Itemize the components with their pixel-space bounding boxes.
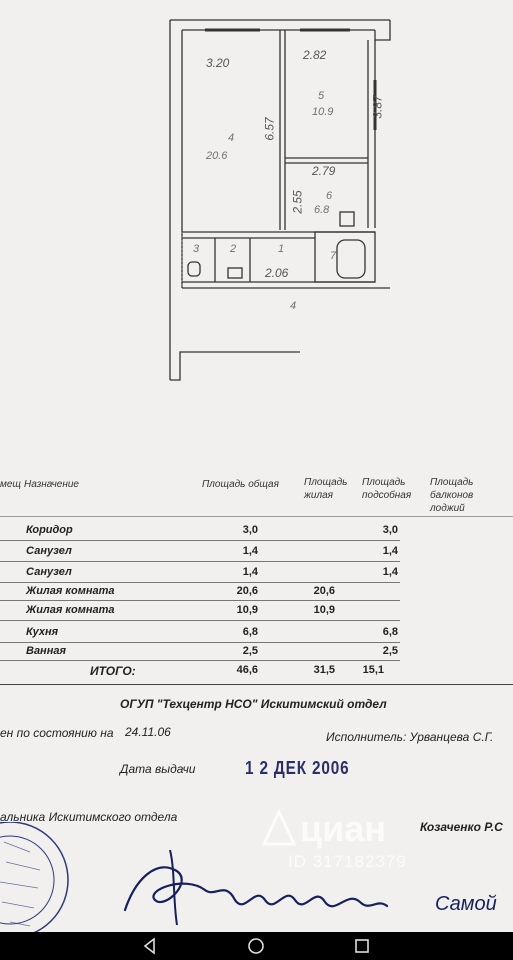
back-icon[interactable] bbox=[140, 936, 160, 956]
row-total: 20,6 bbox=[236, 585, 258, 597]
room4-number: 4 bbox=[228, 132, 235, 144]
header-purpose: Назначение bbox=[24, 479, 79, 490]
floor-plan bbox=[0, 0, 513, 400]
room7-number: 7 bbox=[330, 250, 337, 262]
signature-text: Самой bbox=[435, 893, 497, 915]
dim-corridor-width: 2.06 bbox=[265, 266, 289, 280]
room2-number: 2 bbox=[230, 243, 237, 255]
dim-room6-width: 2.79 bbox=[312, 164, 336, 178]
issue-date-stamp: 1 2 ДЕК 2006 bbox=[245, 758, 350, 778]
row-name: Коридор bbox=[26, 524, 73, 536]
total-aux: 15,1 bbox=[362, 664, 384, 676]
executor: Исполнитель: Урванцева С.Г. bbox=[326, 730, 494, 744]
total-total: 46,6 bbox=[236, 664, 258, 676]
official-seal bbox=[0, 822, 80, 934]
room3-number: 3 bbox=[193, 243, 200, 255]
room5-number: 5 bbox=[318, 90, 325, 102]
org-name: ОГУП "Техцентр НСО" Искитимский отдел bbox=[120, 697, 387, 711]
row-aux: 1,4 bbox=[382, 545, 398, 557]
chief-name: Козаченко Р.С bbox=[420, 820, 503, 834]
row-name: Жилая комната bbox=[26, 585, 115, 597]
dim-room6-length: 2.55 bbox=[290, 190, 305, 214]
row-name: Ванная bbox=[26, 645, 66, 657]
header-total: Площадь общая bbox=[202, 479, 279, 490]
row-living: 20,6 bbox=[313, 585, 335, 597]
dim-room4-length: 6.57 bbox=[262, 117, 277, 141]
dim-room4-width: 3.20 bbox=[206, 56, 230, 70]
row-divider bbox=[0, 540, 400, 541]
total-label: ИТОГО: bbox=[90, 664, 136, 678]
cian-logo-icon bbox=[262, 810, 296, 846]
row-living: 10,9 bbox=[313, 604, 335, 616]
room6-number: 6 bbox=[326, 190, 333, 202]
row-total: 2,5 bbox=[242, 645, 258, 657]
header-aux: Площадь подсобная bbox=[362, 477, 412, 501]
row-name: Кухня bbox=[26, 626, 59, 638]
row-total: 1,4 bbox=[242, 566, 258, 578]
header-balcony: Площадь балконов лоджий bbox=[430, 477, 474, 514]
row-divider bbox=[0, 600, 400, 601]
section-mark: 4 bbox=[290, 300, 297, 312]
room4-area: 20.6 bbox=[206, 150, 228, 162]
row-divider bbox=[0, 582, 400, 583]
row-total: 3,0 bbox=[242, 524, 258, 536]
table-rule bbox=[0, 516, 513, 517]
row-aux: 1,4 bbox=[382, 566, 398, 578]
home-icon[interactable] bbox=[246, 936, 266, 956]
row-aux: 6,8 bbox=[382, 626, 398, 638]
row-total: 10,9 bbox=[236, 604, 258, 616]
room5-area: 10.9 bbox=[312, 106, 334, 118]
row-total: 6,8 bbox=[242, 626, 258, 638]
dim-room5-length: 3.87 bbox=[370, 95, 385, 119]
total-living: 31,5 bbox=[313, 664, 335, 676]
row-aux: 2,5 bbox=[382, 645, 398, 657]
watermark-brand: циан bbox=[300, 808, 387, 849]
watermark-id: ID 317182379 bbox=[288, 852, 407, 871]
row-name: Жилая комната bbox=[26, 604, 115, 616]
header-num: мещ bbox=[0, 479, 21, 490]
room6-area: 6.8 bbox=[314, 204, 330, 216]
state-date: 24.11.06 bbox=[125, 725, 171, 739]
row-aux: 3,0 bbox=[382, 524, 398, 536]
state-label: ен по состоянию на bbox=[0, 726, 114, 740]
navigation-bar bbox=[0, 932, 513, 960]
row-total: 1,4 bbox=[242, 545, 258, 557]
row-name: Санузел bbox=[26, 545, 72, 557]
row-divider bbox=[0, 620, 400, 621]
chief-label: альника Искитимского отдела bbox=[0, 810, 178, 824]
row-divider bbox=[0, 660, 400, 661]
row-divider bbox=[0, 642, 400, 643]
row-name: Санузел bbox=[26, 566, 72, 578]
table-bottom-rule bbox=[0, 684, 513, 685]
recent-apps-icon[interactable] bbox=[352, 936, 372, 956]
issue-label: Дата выдачи bbox=[120, 762, 196, 776]
header-living: Площадь жилая bbox=[304, 477, 348, 501]
dim-room5-width: 2.82 bbox=[303, 48, 327, 62]
room1-number: 1 bbox=[278, 243, 285, 255]
row-divider bbox=[0, 561, 400, 562]
